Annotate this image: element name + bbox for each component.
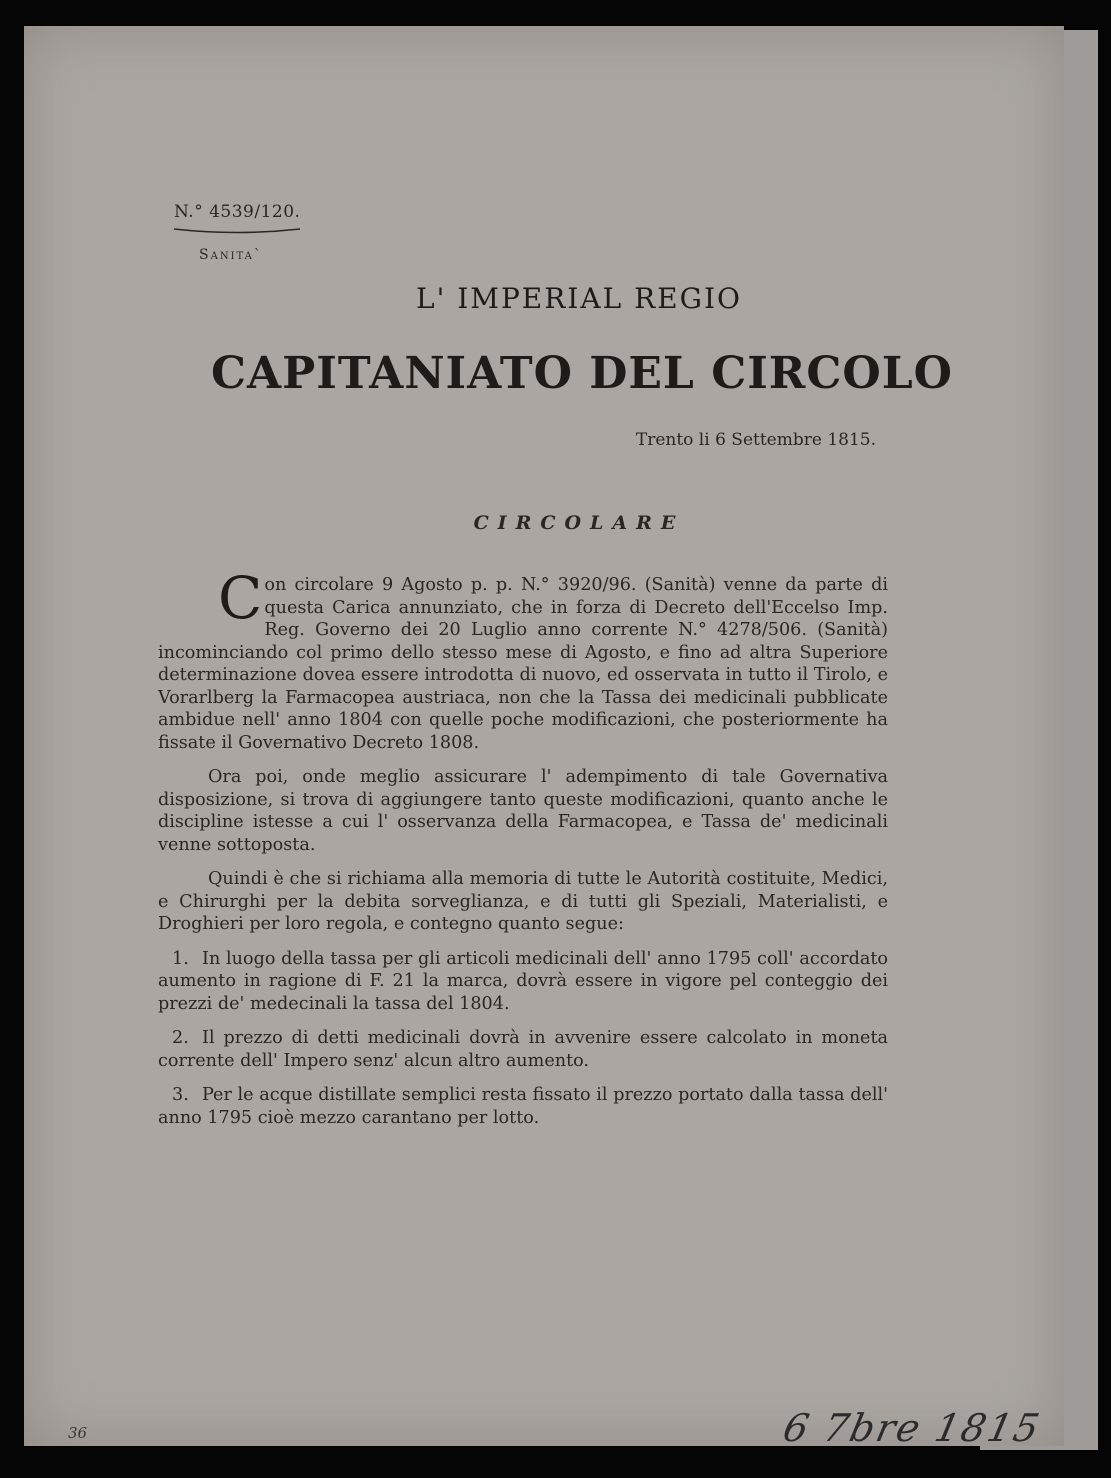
list-item-number: 3. [172,1085,189,1105]
list-item-number: 2. [172,1028,189,1048]
folio-number: 36 [68,1424,88,1442]
drop-cap: C [218,564,263,632]
list-item [158,1027,888,1072]
paragraph-1-text: on circolare 9 Agosto p. p. N.° 3920/96. (Sanità) venne da parte di questa Carica annunziato, che in forza di Decreto dell'Eccelso Imp. Reg. Governo dei 20 Luglio anno corrente N.° 4278/506. (Sanità) incominciando col primo dello stesso mese di Agosto, e fino ad altra Superiore determinazione dovea essere introdotta di nuovo, ed osservata in tutto il Tirolo, e Vorarlberg la Farmacopea austriaca, non che la Tassa dei medicinali pubblicate ambidue nell' anno 1804 con quelle poche modificazioni, che posteriormente ha fissate il Governativo Decreto 1808. [158,575,888,753]
paragraph-2: Ora poi, onde meglio assicurare l' adempimento di tale Governativa disposizione, si trova di aggiungere tanto queste modificazioni, quanto anche le discipline istesse a cui l' osservanza della Farmacopea, e Tassa de' medicinali venne sottoposta. [158,767,888,855]
paragraph-3: Quindi è che si richiama alla memoria di tutte le Autorità costituite, Medici, e Chirurghi per la debita sorveglianza, e di tutti gli Speziali, Materialisti, e Droghieri per loro regola, e contegno quanto segue: [158,869,888,934]
document-title: CIRCOLARE [473,512,685,534]
section-label: Sanita` [199,247,263,263]
document-body [158,564,888,1141]
list-item-text: Per le acque distillate semplici resta fissato il prezzo portato dalla tassa dell' anno 1795 cioè mezzo carantano per lotto. [158,1085,888,1128]
handwritten-date: 6 7bre 1815 [779,1406,1045,1450]
dateline: Trento li 6 Settembre 1815. [635,430,876,450]
list-item [158,948,888,1016]
header-capitaniato: CAPITANIATO DEL CIRCOLO [211,348,953,399]
list-item-number: 1. [172,948,189,969]
reference-number: N.° 4539/120. [174,202,301,222]
paragraph-1 [158,564,888,754]
list-item-text: In luogo della tassa per gli articoli medicinali dell' anno 1795 coll' accordato aumento in ragione di F. 21 la marca, dovrà essere in vigore pel conteggio dei prezzi de' medecinali la tassa del 1804. [158,948,888,1014]
list-item-text: Il prezzo di detti medicinali dovrà in avvenire essere calcolato in moneta corrente dell' Impero senz' alcun altro aumento. [158,1028,888,1071]
list-item [158,1084,888,1129]
ornamental-rule-icon [172,228,302,234]
header-imperial-regio: L' IMPERIAL REGIO [416,282,742,315]
document-page [24,26,1064,1450]
